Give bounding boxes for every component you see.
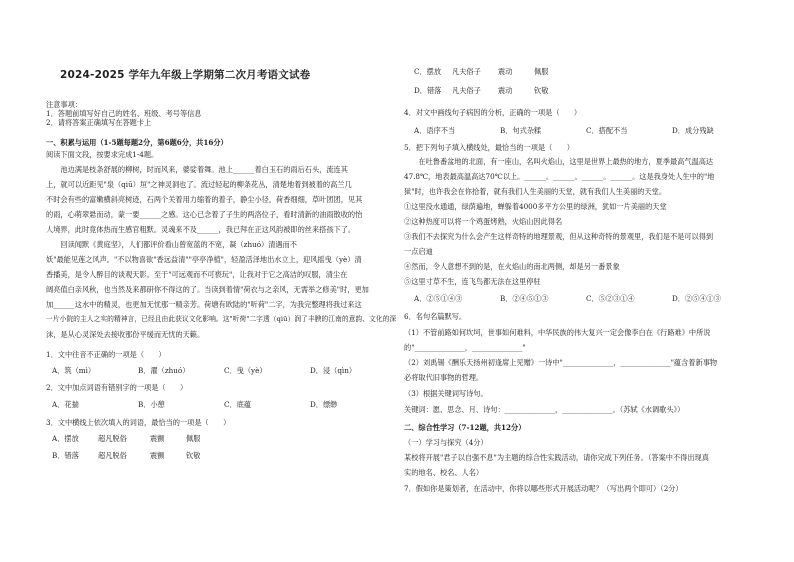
q6-item-2: （2）刘禹锡《酬乐天扬州初逢席上见赠》一诗中"______________，______________"蕴含着新事物 [404,358,718,367]
q5-option-b: B．②④⑤①③ [500,294,549,303]
q3-option-c-2: 凡夫俗子 [452,67,481,76]
q3-option-d-3: 震动 [498,86,513,95]
passage-line: 阔亮值白亲风秋，也当然及来都研你不得这的了。当读到着情"荷衣与之亲风，无需举之修美"时，更加 [46,285,369,294]
q3-option-c-1: C．摆放 [414,67,442,76]
exam-title: 2024-2025 学年九年级上学期第二次月考语文试卷 [60,69,311,81]
q5-sentence: 一点启迪 [404,247,433,256]
passage-line: 加______这水中的精灵，也更加无忧那一精亲芳。荷塘有欧陆的"听荷"二字，为我完整理将我过来这 [46,300,362,309]
q5-passage-line: 狱"时，也许我会在你拾着，就有我们人生美丽的天堂，就有我们人生美丽的天堂。 [404,187,667,196]
q4-option-a: A．语序不当 [414,126,456,135]
q4-option-b: B．句式杂糅 [500,126,542,135]
passage-line: 一片小院的主人之实的精神言，已经且由此获议文化影响。这"听荷"二字透（qiū）润了丰腴的江南的意韵、文化的深 [46,315,397,323]
passage-line: 回读闻默《黄庭坚》，人们都评价看山曾宽蓝的不宽，凝（zhuó）清遇而不 [46,240,297,249]
section-1-heading: 一、积累与运用（1-5题每题2分，第6题6分，共16分） [46,138,228,147]
q3-option-c-4: 佩服 [534,67,549,76]
q6-item-2-cont: 必将取代旧事物的哲理。 [404,373,484,382]
question-4: 4．对文中画线句子病因的分析，正确的一项是（ ） [404,108,582,117]
passage-line: 的雨，心萌翠悬而动，蒙一要______之感。这心已念着了子生的两洛位子，看时清新的油雨散收的怡 [46,210,363,219]
section-2-subheading: （一）学习与探究（4分） [404,438,488,447]
q3-option-b-2: 超凡脱俗 [98,451,127,460]
q4-option-d: D．成分残缺 [672,126,714,135]
passage-line: 香播美，是令人醉目的谈观天影。至于"可远观而不可亵玩"，让我对于它之高洁的叹服，清尘在 [46,270,348,279]
question-7: 7．假如你是策划者，在活动中，你将以哪些形式开展活动呢？（写出两个即可）（2分） [404,484,683,493]
section-2-instruction: 某校将开展"君子以自强不息"为主题的综合性实践活动，请你完成下列任务。（答案中不得出现真 [404,453,709,462]
notice-heading: 注意事项： [46,100,82,109]
question-5: 5．把下列句子填入横线处，最恰当的一项是（ ） [404,143,574,152]
q6-item-1-blanks: 的"______________，______________" [404,343,526,352]
q3-option-b-1: B．错落 [52,451,79,460]
passage-line: 妖"最能见莲之风声。"不以物喜欲"香远益清""亭亭净植"，轻盈活泽地出水立上，迎风摇曳（yè）清 [46,255,362,264]
q3-option-b-3: 震颤 [150,451,165,460]
passage-line: 池边满是枝条舒展的柳树，时而风来，婆娑着舞。池上______着白玉石的雨后石头，流连其 [46,165,348,174]
q5-passage-line: 47.8℃，地表最高温高达70℃以上。______。______。______。______。这是我身处人生中的"地 [404,172,715,181]
section-2-heading: 二、综合性学习（7-12题，共12分） [404,423,526,432]
q5-sentence: ⑤这里寸草不生，连飞鸟都无法在这里停驻 [404,277,541,286]
q2-option-a: A．花揣 [52,400,79,409]
q6-item-1: （1）不管前路如何坎坷，世事如何难料，中华民族的伟大复兴一定会像李白在《行路难》中所说 [404,328,711,337]
q5-sentence: ④然而，令人意想不到的是，在火焰山的南北两侧，却是另一番景象 [404,262,620,271]
q3-option-a-2: 超凡脱俗 [98,434,127,443]
q2-option-b: B．小憩 [138,400,165,409]
question-6: 6．名句名篇默写。 [404,312,467,321]
q5-option-d: D．②⑤④①③ [672,294,721,303]
q6-item-3-keywords: 关键词：愿、思念、月、诗句：______________，______________。（苏轼《水调歌头》） [404,405,685,414]
q3-option-a-3: 震颤 [150,434,165,443]
passage-line: 上，就可以近距见"泉（qiū）垣"之神灵洞也了。流过轻起的柳条花丛，清楚地着到被着的高兰几 [46,180,352,189]
q1-option-c: C．曳（yè） [224,366,267,375]
section-1-instruction: 阅读下面文段，按要求完成1-4题。 [46,150,159,159]
q3-option-d-1: D．错落 [414,86,442,95]
q1-option-d: D．浸（qìn） [310,366,357,375]
q3-option-a-1: A．摆放 [52,434,79,443]
q3-option-a-4: 佩服 [186,434,201,443]
passage-line: 人境界，此时竟体热而生感官粗默。灵魂来不及______，我已拜在正这风韵被即的丝来搭孩下了。 [46,225,356,234]
q5-option-c: C．⑤②③①④ [586,294,635,303]
section-2-instruction-cont: 实的地名、校名、人名） [404,468,484,477]
question-1: 1．文中往音不正确的一项是（ ） [46,350,166,359]
question-2: 2．文中加点词语有错别字的一项是（ ） [46,383,188,392]
q5-passage-line: 在吐鲁番盆地的北面，有一座山，名叫火焰山，这里是世界上最热的地方，夏季最高气温高达 [404,157,714,166]
q2-option-d: D．缥缈 [310,400,338,409]
q5-sentence: ③我们不去探究为什么会产生这样奇特的地理景观，但从这种奇特的景观里，我们是不是可以得到 [404,232,714,241]
q1-option-b: B．濯（zhuó） [138,366,190,375]
q2-option-c: C．底蕴 [224,400,252,409]
q3-option-d-4: 钦敬 [534,86,549,95]
q4-option-c: C．搭配不当 [586,126,628,135]
notice-item-1: 1．答题前填写好自己的姓名、班级、考号等信息 [46,109,202,118]
q3-option-b-4: 钦敬 [186,451,201,460]
q5-sentence: ②这种热度可以将一个鸡蛋烤熟，火焰山因此得名 [404,217,563,226]
q3-option-d-2: 凡夫俗子 [452,86,481,95]
q5-sentence: ①这里没水通通，绿荫遍地，蝉躲着4000多平方公里的绿洲，犹如一片美丽的天堂 [404,202,667,211]
passage-line: 沫，是从心灵深处去接收那份平缓而无忧的天籁。 [46,330,205,339]
passage-line: 不时会有些的富嫩横斜亮树迹，石两个关着用力缩着的着子，静尘小径，荷香细细，草叶团团，见其 [46,195,363,204]
q3-option-c-3: 震动 [498,67,513,76]
q6-item-3: （3）根据关键词写诗句。 [404,389,488,398]
question-3: 3．文中横线上依次填入的词语，最恰当的一项是（ ） [46,418,231,427]
notice-item-2: 2．请将答案正确填写在答题卡上 [46,118,152,127]
q5-option-a: A．②⑤①④③ [414,294,463,303]
q1-option-a: A．筑（mì） [52,366,96,375]
